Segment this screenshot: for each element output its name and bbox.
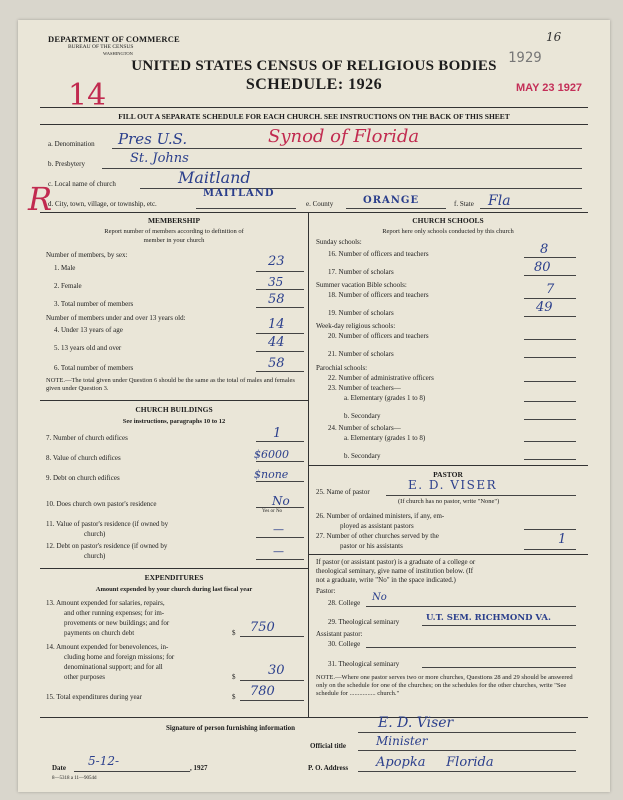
official-title-line (358, 750, 576, 751)
q31-line[interactable] (422, 667, 576, 668)
q17-line (524, 275, 576, 276)
county-label: e. County (306, 200, 334, 208)
q28-label: 28. College (328, 599, 361, 607)
membership-note: NOTE.—The total given under Question 6 should be the same as the total of males and females given under Question 3. (46, 377, 295, 392)
denomination-value[interactable]: Pres U.S. (118, 130, 188, 148)
divider (40, 568, 308, 569)
address-value[interactable]: Apopka Florida (376, 755, 494, 770)
q22-label: 22. Number of administrative officers (328, 374, 434, 382)
q5-line (256, 351, 304, 352)
summer-heading: Summer vacation Bible schools: (316, 281, 407, 289)
q11-label-cont: church) (84, 530, 106, 538)
official-title-value[interactable]: Minister (376, 734, 428, 748)
q23-label: 23. Number of teachers— (328, 384, 401, 392)
expenditures-subtitle: Amount expended by your church during last fiscal year (95, 586, 253, 593)
dollar-sign: $ (232, 629, 236, 637)
q24a-label: a. Elementary (grades 1 to 8) (344, 434, 426, 442)
q20-line[interactable] (524, 339, 576, 340)
q14-label-cont: denominational support; and for all (64, 663, 163, 671)
city-heading: WASHINGTON (103, 51, 133, 56)
q25-value[interactable]: E. D. VISER (408, 478, 498, 492)
q3-value[interactable]: 58 (268, 292, 285, 307)
q17-label: 17. Number of scholars (328, 268, 394, 276)
q2-label: 2. Female (54, 282, 82, 290)
q28-value[interactable]: No (372, 592, 387, 603)
graduate-instructions: not a graduate, write "No" in the space indicated.) (316, 576, 456, 584)
q13-label-cont: provements or new buildings; and for (64, 619, 170, 627)
schedule-title: SCHEDULE: 1926 (245, 76, 383, 93)
q5-value[interactable]: 44 (268, 335, 285, 350)
q8-value[interactable]: $6000 (254, 448, 289, 461)
q23a-label: a. Elementary (grades 1 to 8) (344, 394, 426, 402)
signature-label: Signature of person furnishing information (166, 724, 295, 732)
q19-value[interactable]: 49 (536, 300, 553, 315)
q22-line[interactable] (524, 381, 576, 382)
graduate-instructions: If pastor (or assistant pastor) is a graduate of a college or (316, 558, 476, 566)
q4-value[interactable]: 14 (268, 317, 285, 332)
state-label: f. State (454, 200, 474, 208)
divider (40, 124, 588, 125)
margin-mark: R (28, 180, 53, 218)
date-label: Date (52, 764, 66, 772)
q11-value[interactable]: — (273, 523, 284, 536)
department-heading: DEPARTMENT OF COMMERCE (48, 34, 180, 44)
q15-line (240, 700, 304, 701)
city-line (196, 208, 296, 209)
q29-line (422, 625, 576, 626)
divider (308, 554, 588, 555)
q23b-label: b. Secondary (344, 412, 381, 420)
q3-line (256, 307, 304, 308)
parochial-heading: Parochial schools: (316, 364, 368, 372)
q16-line (524, 257, 576, 258)
q24-label: 24. Number of scholars— (328, 424, 401, 432)
yes-no-hint: Yes or No (262, 509, 283, 514)
by-sex-heading: Number of members, by sex: (46, 251, 128, 259)
q24b-label: b. Secondary (344, 452, 381, 460)
date-year: , 1927 (190, 764, 208, 772)
q11-line (256, 537, 304, 538)
q8-line (256, 461, 304, 462)
q10-value[interactable]: No (272, 494, 290, 508)
denomination-label: a. Denomination (48, 140, 95, 148)
address-line (358, 771, 576, 772)
q14-label: 14. Amount expended for benevolences, in- (46, 643, 169, 651)
address-label: P. O. Address (308, 764, 349, 772)
q21-label: 21. Number of scholars (328, 350, 394, 358)
q14-value[interactable]: 30 (268, 663, 285, 678)
dollar-sign: $ (232, 693, 236, 701)
q14-label-cont: other purposes (64, 673, 106, 681)
age-heading: Number of members under and over 13 years old: (46, 314, 186, 322)
presbytery-line (102, 168, 582, 169)
q14-label-cont: cluding home and foreign missions; for (64, 653, 175, 661)
q2-value[interactable]: 35 (268, 275, 284, 289)
church-name-value[interactable]: Maitland (178, 168, 251, 187)
q12-value[interactable]: — (273, 545, 284, 558)
q24b-line[interactable] (524, 459, 576, 460)
county-line (346, 208, 446, 209)
state-value[interactable]: Fla (488, 193, 511, 209)
membership-subtitle: member in your church (143, 237, 205, 244)
q13-value[interactable]: 750 (250, 620, 275, 635)
q6-line (256, 371, 304, 372)
instructions-line: FILL OUT A SEPARATE SCHEDULE FOR EACH CHURCH. SEE INSTRUCTIONS ON THE BACK OF THIS SHEET (118, 112, 510, 121)
q9-value[interactable]: $none (254, 468, 289, 481)
q7-value[interactable]: 1 (273, 426, 282, 441)
q16-value[interactable]: 8 (540, 242, 549, 257)
county-value[interactable]: ORANGE (363, 195, 420, 206)
divider (40, 400, 308, 401)
weekday-heading: Week-day religious schools: (316, 322, 396, 330)
city-label: d. City, town, village, or township, etc. (48, 200, 157, 208)
q4-label: 4. Under 13 years of age (54, 326, 123, 334)
q13-line (240, 636, 304, 637)
q15-value[interactable]: 780 (250, 684, 275, 699)
q2-line (256, 289, 304, 290)
form-title: UNITED STATES CENSUS OF RELIGIOUS BODIES (131, 58, 497, 74)
divider (40, 212, 588, 213)
q31-label: 31. Theological seminary (328, 660, 400, 668)
q19-label: 19. Number of scholars (328, 309, 394, 317)
q30-line[interactable] (366, 647, 576, 648)
dollar-sign: $ (232, 673, 236, 681)
q8-label: 8. Value of church edifices (46, 454, 121, 462)
q20-label: 20. Number of officers and teachers (328, 332, 429, 340)
divider (40, 107, 588, 108)
pastor-note: NOTE.—Where one pastor serves two or more churches, Questions 28 and 29 should be answered only on the schedule for one of the churches; on the schedules for the other churches, write "See schedule for ................ church." (316, 674, 573, 697)
q9-label: 9. Debt on church edifices (46, 474, 120, 482)
schools-subtitle: Report here only schools conducted by this church (382, 228, 514, 235)
date-line (74, 771, 190, 772)
expenditures-title: EXPENDITURES (144, 573, 204, 582)
q29-label: 29. Theological seminary (328, 618, 400, 626)
bureau-heading: BUREAU OF THE CENSUS (68, 44, 134, 50)
q21-line[interactable] (524, 357, 576, 358)
buildings-subtitle: See instructions, paragraphs 10 to 12 (122, 418, 226, 425)
denomination-line (112, 148, 582, 149)
buildings-title: CHURCH BUILDINGS (135, 405, 213, 414)
presbytery-value[interactable]: St. Johns (130, 151, 189, 166)
q9-line (256, 481, 304, 482)
signature-line (358, 732, 576, 733)
q10-label: 10. Does church own pastor's residence (46, 500, 157, 508)
q12-label-cont: church) (84, 552, 106, 560)
q23a-line[interactable] (524, 401, 576, 402)
sunday-heading: Sunday schools: (316, 238, 362, 246)
q1-label: 1. Male (54, 264, 76, 272)
divider (40, 717, 588, 718)
assistant-subheading: Assistant pastor: (316, 630, 363, 638)
q27-label-cont: pastor or his assistants (340, 542, 403, 550)
city-value[interactable]: MAITLAND (203, 188, 275, 199)
membership-subtitle: Report number of members according to definition of (104, 228, 244, 235)
q4-line (256, 333, 304, 334)
q15-label: 15. Total expenditures during year (46, 693, 142, 701)
corner-mark: 16 (546, 30, 562, 44)
q1-value[interactable]: 23 (268, 254, 285, 269)
schedule-number: 14 (68, 78, 107, 113)
q26-label-cont: ployed as assistant pastors (340, 522, 414, 530)
q13-label-cont: payments on church debt (64, 629, 135, 637)
q7-line (256, 441, 304, 442)
q12-line (256, 559, 304, 560)
q3-label: 3. Total number of members (54, 300, 134, 308)
pastor-subheading: Pastor: (316, 587, 336, 595)
q11-label: 11. Value of pastor's residence (if owned by (46, 520, 169, 528)
presbytery-label: b. Presbytery (48, 160, 85, 168)
q28-line (366, 606, 576, 607)
divider (308, 465, 588, 466)
membership-title: MEMBERSHIP (147, 216, 201, 225)
q5-label: 5. 13 years old and over (54, 344, 122, 352)
q29-value[interactable]: U.T. SEM. RICHMOND VA. (426, 613, 551, 623)
date-value[interactable]: 5-12- (88, 754, 120, 768)
form-number: 8—5318 a 11—9054d (52, 776, 97, 781)
received-stamp: MAY 23 1927 (516, 82, 583, 94)
q12-label: 12. Debt on pastor's residence (if owned by (46, 542, 168, 550)
q25-label: 25. Name of pastor (316, 488, 370, 496)
pastor-title: PASTOR (433, 470, 463, 479)
q6-label: 6. Total number of members (54, 364, 134, 372)
q27-label: 27. Number of other churches served by the (316, 532, 439, 540)
q23b-line[interactable] (524, 419, 576, 420)
q25-note: (If church has no pastor, write "None") (398, 498, 500, 505)
q17-value[interactable]: 80 (534, 260, 551, 275)
schools-title: CHURCH SCHOOLS (412, 216, 484, 225)
year-mark: 1929 (508, 50, 542, 66)
q13-label: 13. Amount expended for salaries, repairs, (46, 599, 165, 607)
q27-value[interactable]: 1 (558, 532, 567, 547)
q16-label: 16. Number of officers and teachers (328, 250, 429, 258)
q24a-line[interactable] (524, 441, 576, 442)
q1-line (256, 271, 304, 272)
q30-label: 30. College (328, 640, 361, 648)
census-schedule-sheet (18, 20, 610, 792)
q14-line (240, 680, 304, 681)
q19-line (524, 316, 576, 317)
q18-line (524, 298, 576, 299)
graduate-instructions: theological seminary, give name of institution below. (If (316, 567, 474, 575)
q6-value[interactable]: 58 (268, 356, 285, 371)
synod-note: Synod of Florida (268, 126, 420, 147)
q18-value[interactable]: 7 (546, 282, 555, 297)
q7-label: 7. Number of church edifices (46, 434, 128, 442)
q13-label-cont: and other running expenses; for im- (64, 609, 165, 617)
official-title-label: Official title (310, 742, 346, 750)
signature-value[interactable]: E. D. Viser (378, 715, 454, 731)
church-name-label: c. Local name of church (48, 180, 116, 188)
q27-line (524, 549, 576, 550)
q26-label: 26. Number of ordained ministers, if any, em- (316, 512, 445, 520)
q18-label: 18. Number of officers and teachers (328, 291, 429, 299)
q26-line[interactable] (524, 529, 576, 530)
q25-line (386, 495, 576, 496)
